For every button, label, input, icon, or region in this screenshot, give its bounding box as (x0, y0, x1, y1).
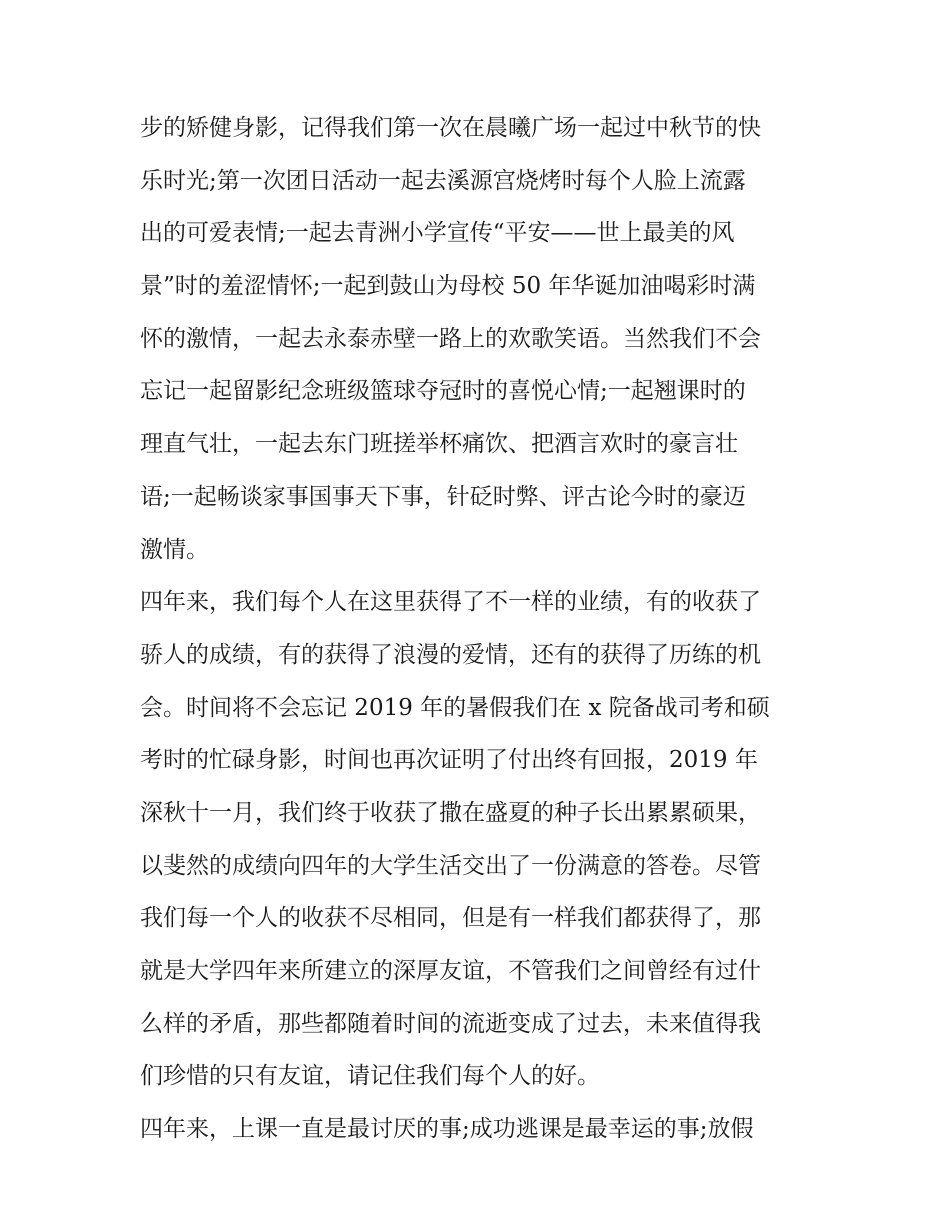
text-line-13: 考时的忙碌身影，时间也再次证明了付出终有回报，2019 年 (140, 747, 758, 774)
text-line-19: 们珍惜的只有友谊，请记住我们每个人的好。 (140, 1063, 600, 1090)
text-line-2: 乐时光;第一次团日活动一起去溪源宫烧烤时每个人脸上流露 (140, 167, 746, 194)
text-line-6: 忘记一起留影纪念班级篮球夺冠时的喜悦心情;一起翘课时的 (140, 378, 746, 405)
text-line-3: 出的可爱表情;一起去青洲小学宣传“平安——世上最美的风 (140, 220, 735, 247)
text-line-17: 就是大学四年来所建立的深厚友谊，不管我们之间曾经有过什 (140, 958, 761, 984)
text-line-11: 骄人的成绩，有的获得了浪漫的爱情，还有的获得了历练的机 (140, 641, 761, 668)
text-line-15: 以斐然的成绩向四年的大学生活交出了一份满意的答卷。尽管 (140, 852, 761, 879)
text-line-9: 激情。 (140, 536, 209, 563)
text-line-7: 理直气壮，一起去东门班搓举杯痛饮、把酒言欢时的豪言壮 (140, 431, 738, 458)
text-line-5: 怀的激情，一起去永泰赤壁一路上的欢歌笑语。当然我们不会 (140, 325, 761, 352)
text-line-18: 么样的矛盾，那些都随着时间的流逝变成了过去，未来值得我 (140, 1010, 761, 1037)
text-line-14: 深秋十一月，我们终于收获了撒在盛夏的种子长出累累硕果， (140, 799, 761, 826)
body-text (140, 102, 820, 1156)
text-line-10: 四年来，我们每个人在这里获得了不一样的业绩，有的收获了 (140, 589, 761, 616)
text-line-20: 四年来，上课一直是最讨厌的事;成功逃课是最幸运的事;放假 (140, 1116, 754, 1143)
text-line-1: 步的矫健身影，记得我们第一次在晨曦广场一起过中秋节的快 (140, 115, 761, 141)
text-line-12: 会。时间将不会忘记 2019 年的暑假我们在 x 院备战司考和硕 (140, 694, 770, 721)
text-line-4: 景”时的羞涩情怀;一起到鼓山为母校 50 年华诞加油喝彩时满 (140, 273, 756, 300)
text-line-8: 语;一起畅谈家事国事天下事，针砭时弊、评古论今时的豪迈 (140, 483, 746, 510)
text-line-16: 我们每一个人的收获不尽相同，但是有一样我们都获得了，那 (140, 905, 761, 932)
